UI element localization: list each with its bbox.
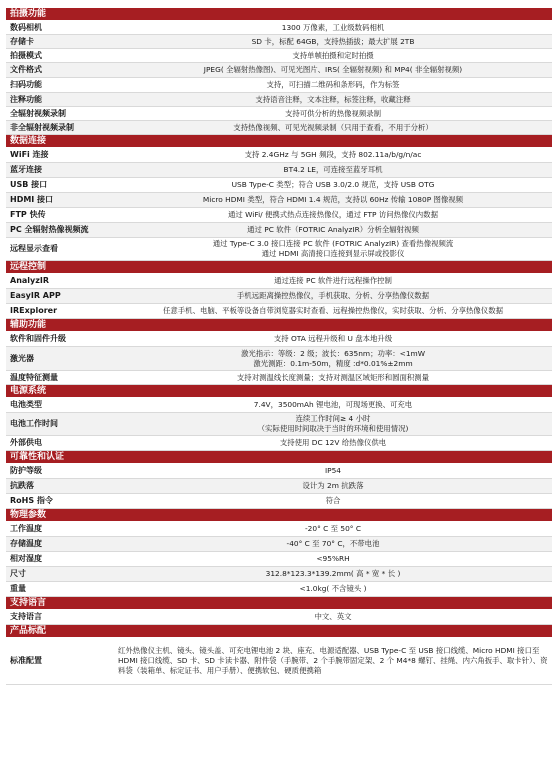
spec-label: 存储卡 [10, 36, 34, 46]
spec-value: 连续工作时间≥ 4 小时 （实际使用时间取决于当时的环境和使用情况) [257, 414, 409, 433]
spec-value: -40° C 至 70° C，不带电池 [286, 539, 380, 548]
section-header: 产品标配 [6, 625, 552, 638]
spec-row [6, 121, 552, 135]
spec-row [6, 413, 552, 436]
spec-row [6, 93, 552, 107]
spec-label: 扫码功能 [10, 80, 42, 89]
spec-row [6, 552, 552, 567]
spec-label: 温度特征测量 [10, 372, 58, 382]
spec-row [6, 638, 552, 685]
spec-row [6, 371, 552, 385]
spec-row [6, 78, 552, 93]
spec-label: 电池工作时间 [10, 419, 58, 428]
spec-row [6, 522, 552, 537]
spec-row [6, 107, 552, 121]
spec-row [6, 347, 552, 371]
spec-label: 存储温度 [10, 539, 42, 548]
section-header: 可靠性和认证 [6, 451, 552, 464]
spec-row [6, 63, 552, 78]
spec-row [6, 610, 552, 625]
section-header: 物理参数 [6, 509, 552, 522]
spec-label: WiFi 连接 [10, 150, 49, 159]
spec-value: 7.4V，3500mAh 锂电池，可现场更换、可充电 [253, 400, 413, 409]
spec-row [6, 238, 552, 261]
spec-label: 电池类型 [10, 400, 42, 409]
spec-row [6, 304, 552, 319]
spec-label: 注释功能 [10, 94, 42, 104]
spec-label: EasyIR APP [10, 291, 61, 300]
spec-row [6, 178, 552, 193]
spec-label: IRExplorer [10, 306, 58, 315]
spec-value: JPEG( 全辐射热像图)、可见光图片、IRS( 全辐射视频) 和 MP4( 非全辐射视频) [203, 65, 463, 74]
spec-value: IP54 [324, 466, 342, 475]
spec-value: 手机远距离操控热像仪，手机获取、分析、分享热像仪数据 [236, 291, 430, 300]
spec-row [6, 464, 552, 479]
spec-value: BT4.2 LE，可连接至蓝牙耳机 [283, 165, 383, 174]
spec-value: 支持对测温线长度测量；支持对测温区域矩形和圆面积测量 [236, 372, 430, 382]
spec-label: 拍摄模式 [10, 50, 42, 60]
spec-label: 蓝牙连接 [10, 165, 42, 174]
spec-label: 外部供电 [10, 438, 42, 447]
spec-value: SD 卡，标配 64GB，支持热插拔；最大扩展 2TB [251, 36, 415, 46]
spec-row [6, 21, 552, 35]
spec-value: 任意手机、电脑、平板等设备自带浏览器实时查看、远程操控热像仪，实时获取、分析、分享热像仪数据 [163, 306, 503, 315]
spec-label: 尺寸 [10, 569, 26, 578]
spec-value: <95%RH [316, 554, 350, 563]
spec-value: 通过连接 PC 软件进行远程操作控制 [274, 276, 392, 285]
spec-label: 抗跌落 [10, 481, 34, 490]
spec-label: 防护等级 [10, 466, 42, 475]
spec-label: 相对湿度 [10, 554, 42, 563]
spec-row [6, 289, 552, 304]
spec-row [6, 582, 552, 597]
spec-label: 全辐射视频录制 [10, 108, 66, 118]
spec-table [6, 8, 552, 685]
spec-label: AnalyzIR [10, 276, 50, 285]
spec-value: 符合 [325, 496, 341, 505]
spec-label: 文件格式 [10, 65, 42, 74]
spec-label: 非全辐射视频录制 [10, 122, 74, 132]
spec-value: 激光指示：等级：2 级；波长：635nm；功率：<1mW 激光测距：0.1m-50m，精度 :d*0.01%±2mm [240, 348, 426, 368]
spec-row [6, 436, 552, 451]
section-header: 拍摄功能 [6, 8, 552, 21]
spec-value: 支持热像视频、可见光视频录制（只用于查看，不用于分析） [233, 122, 433, 132]
spec-row [6, 567, 552, 582]
spec-value: 通过 Type-C 3.0 接口连接 PC 软件 (FOTRIC AnalyzIR) 查看热像视频流 通过 HDMI 高清接口连接到显示屏或投影仪 [212, 239, 454, 258]
spec-value: 通过 WiFi/ 便携式热点连接热像仪，通过 FTP 访问热像仪内数据 [228, 210, 438, 219]
spec-row [6, 163, 552, 178]
section-header: 电源系统 [6, 385, 552, 398]
spec-label: 标准配置 [10, 656, 42, 665]
spec-value: Micro HDMI 类型，符合 HDMI 1.4 规范，支持以 60Hz 传输 1080P 图像视频 [202, 195, 464, 204]
spec-label: FTP 快传 [10, 210, 46, 219]
spec-row [6, 148, 552, 163]
spec-value: 1300 万像素，工业级数码相机 [281, 22, 385, 32]
spec-value: <1.0kg( 不含镜头 ) [299, 584, 367, 593]
spec-value: 支持语音注释，文本注释，标签注释，收藏注释 [255, 94, 411, 104]
spec-label: 支持语言 [10, 612, 42, 621]
spec-label: 激光器 [10, 353, 34, 363]
spec-value: USB Type-C 类型；符合 USB 3.0/2.0 规范，支持 USB OTG [231, 180, 435, 189]
spec-value: 支持使用 DC 12V 给热像仪供电 [279, 438, 387, 447]
spec-label: 软件和固件升级 [10, 334, 66, 343]
spec-label: USB 接口 [10, 180, 48, 189]
section-header: 辅助功能 [6, 319, 552, 332]
spec-row [6, 193, 552, 208]
section-header: 支持语言 [6, 597, 552, 610]
spec-value: 设计为 2m 抗跌落 [302, 481, 364, 490]
spec-value: 支持可供分析的热像视频录制 [284, 108, 382, 118]
spec-row [6, 332, 552, 347]
spec-row [6, 479, 552, 494]
spec-value: 支持，可扫描二维码和条形码，作为标签 [266, 80, 400, 89]
spec-row [6, 274, 552, 289]
spec-row [6, 223, 552, 238]
spec-row [6, 537, 552, 552]
spec-value: 312.8*123.3*139.2mm( 高 * 宽 * 长 ) [265, 569, 401, 578]
spec-label: PC 全辐射热像视频流 [10, 225, 89, 234]
spec-row [6, 398, 552, 413]
spec-label: 数码相机 [10, 22, 42, 32]
spec-value: 红外热像仪主机、镜头、镜头盖、可充电锂电池 2 块、座充、电源适配器、USB Type-C 至 USB 接口线缆、Micro HDMI 接口至 HDMI 接口线缆、SD 卡、SD 卡读卡器、附件袋（手腕带、2 个手腕带固定架、2 个 M4*8 螺钉、挂绳、内六角扳手、取卡针）、资料袋（装箱单、标定证书、用户手册）、便携软包、硬质便携箱 [118, 646, 548, 675]
spec-row [6, 49, 552, 63]
spec-value: -20° C 至 50° C [305, 524, 361, 533]
spec-label: 重量 [10, 584, 26, 593]
spec-label: 远程显示查看 [10, 244, 58, 253]
spec-label: HDMI 接口 [10, 195, 54, 204]
spec-value: 中文、英文 [314, 612, 352, 621]
spec-value: 通过 PC 软件（FOTRIC AnalyzIR）分析全辐射视频 [247, 225, 419, 234]
spec-label: RoHS 指令 [10, 496, 53, 505]
section-header: 远程控制 [6, 261, 552, 274]
spec-row [6, 35, 552, 49]
spec-value: 支持 OTA 远程升级和 U 盘本地升级 [273, 334, 393, 343]
spec-value: 支持 2.4GHz 与 5GH 频段，支持 802.11a/b/g/n/ac [244, 150, 422, 159]
section-header: 数据连接 [6, 135, 552, 148]
spec-row [6, 208, 552, 223]
spec-value: 支持单帧拍摄和定时拍摄 [292, 50, 374, 60]
spec-row [6, 494, 552, 509]
spec-label: 工作温度 [10, 524, 42, 533]
